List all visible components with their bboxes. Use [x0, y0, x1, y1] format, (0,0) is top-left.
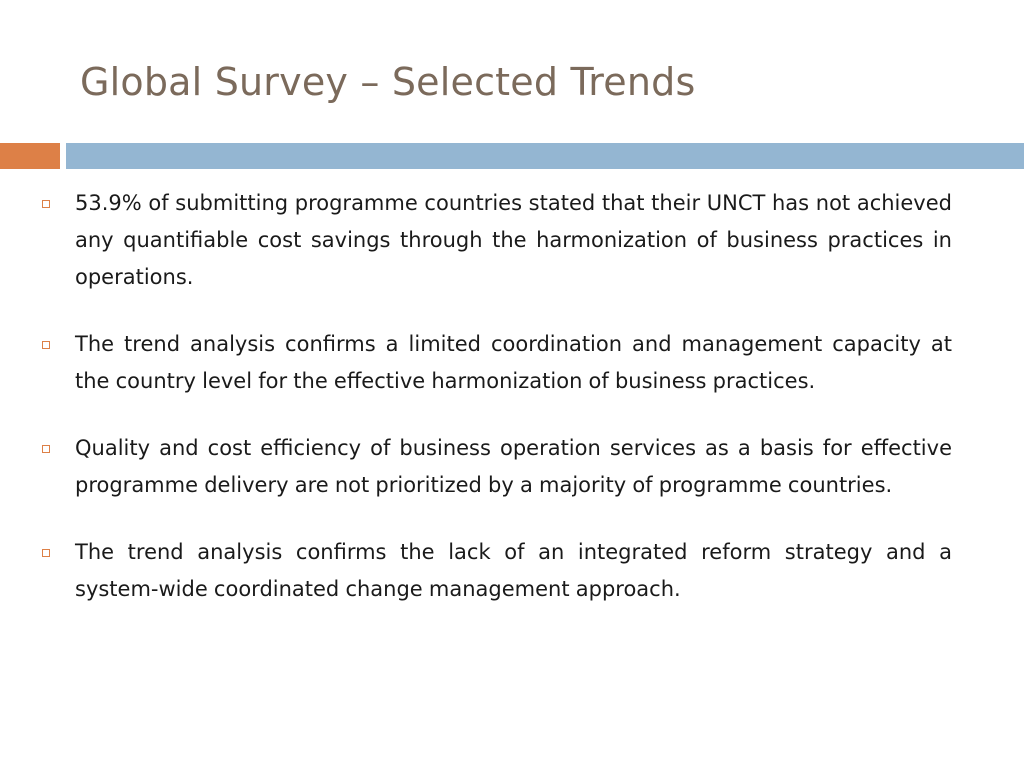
square-bullet-icon	[42, 341, 50, 349]
bullet-item	[40, 185, 952, 296]
accent-bar-blue	[66, 143, 1024, 169]
bullet-item	[40, 430, 952, 504]
square-bullet-icon	[42, 200, 50, 208]
square-bullet-icon	[42, 445, 50, 453]
accent-bar-orange	[0, 143, 60, 169]
bullet-text: The trend analysis confirms the lack of an integrated reform strategy and a system-wide coordinated change management approach.	[75, 540, 952, 601]
bullet-item	[40, 534, 952, 608]
square-bullet-icon	[42, 549, 50, 557]
slide-title: Global Survey – Selected Trends	[80, 60, 696, 104]
bullet-text: Quality and cost efficiency of business operation services as a basis for effective programme delivery are not prioritized by a majority of programme countries.	[75, 436, 952, 497]
bullet-list	[40, 185, 952, 638]
bullet-item	[40, 326, 952, 400]
bullet-text: 53.9% of submitting programme countries stated that their UNCT has not achieved any quantifiable cost savings through the harmonization of business practices in operations.	[75, 191, 952, 289]
bullet-text: The trend analysis confirms a limited coordination and management capacity at the country level for the effective harmonization of business practices.	[75, 332, 952, 393]
